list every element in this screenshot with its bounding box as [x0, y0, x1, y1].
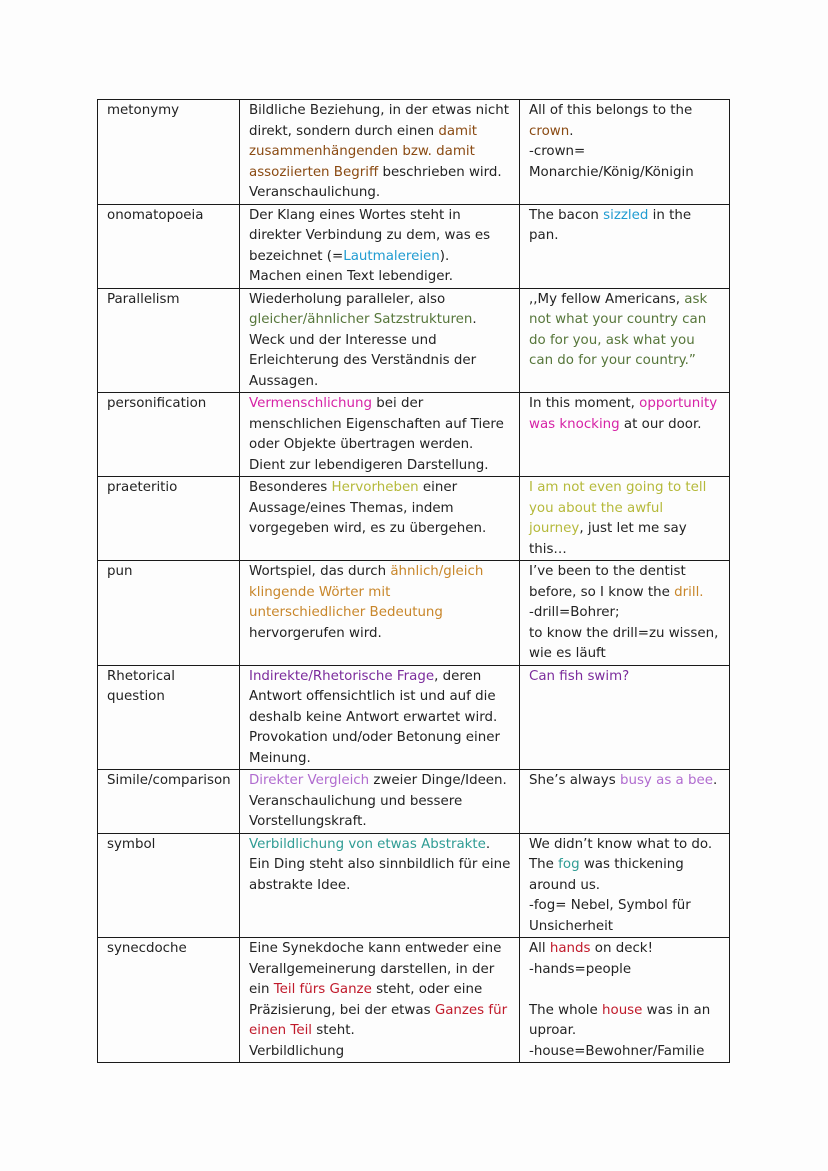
example-line	[529, 876, 720, 897]
example-line	[529, 226, 720, 247]
term-line	[107, 394, 230, 415]
highlighted-text: can do for your country.”	[529, 353, 696, 368]
definition-cell	[240, 833, 520, 938]
definition-line	[249, 728, 510, 749]
example-cell	[520, 938, 730, 1063]
text-segment: Aussage/eines Themas, indem	[249, 500, 454, 516]
table-body	[98, 100, 730, 1063]
text-segment: Provokation und/oder Betonung einer	[249, 730, 500, 745]
example-line	[529, 163, 720, 184]
highlighted-text: Lautmalereien	[343, 248, 440, 264]
highlighted-text: do for you, ask what you	[529, 332, 695, 348]
text-segment: Dient zur lebendigeren Darstellung.	[249, 457, 489, 473]
highlighted-text: hands	[549, 941, 591, 956]
text-segment: pun	[107, 564, 133, 579]
text-segment: .	[485, 836, 491, 852]
table-row-onomatopoeia	[98, 204, 730, 288]
definition-line	[249, 142, 510, 163]
text-segment: abstrakte Idee.	[249, 877, 351, 893]
highlighted-text: assoziierten Begriff	[249, 164, 379, 180]
example-line	[529, 624, 720, 645]
text-segment: question	[107, 689, 165, 704]
text-segment: Verbildlichung	[249, 1043, 345, 1059]
example-line	[529, 101, 720, 122]
rhetorical-devices-table	[97, 99, 730, 1063]
example-line	[529, 980, 720, 1001]
example-line	[529, 771, 720, 792]
highlighted-text: I am not even going to tell	[529, 480, 707, 495]
term-cell	[98, 833, 240, 938]
term-line	[107, 101, 230, 122]
example-line	[529, 310, 720, 331]
text-segment: Weck und der Interesse und	[249, 332, 437, 348]
definition-line	[249, 1042, 510, 1063]
text-segment: metonymy	[107, 103, 180, 118]
definition-line	[249, 562, 510, 583]
table-row-symbol	[98, 833, 730, 938]
term-cell	[98, 561, 240, 666]
text-segment: menschlichen Eigenschaften auf Tiere	[249, 416, 504, 432]
text-segment: to know the drill=zu wissen,	[529, 625, 719, 641]
example-line	[529, 562, 720, 583]
text-segment: Wortspiel, das durch	[249, 564, 391, 579]
definition-cell	[240, 665, 520, 770]
table-row-personification	[98, 393, 730, 477]
text-segment: I’ve been to the dentist	[529, 564, 686, 579]
term-line	[107, 478, 230, 499]
text-segment: Bildliche Beziehung, in der etwas nicht	[249, 103, 509, 118]
text-segment: einer	[418, 480, 458, 495]
highlighted-text: damit	[438, 123, 478, 139]
term-line	[107, 835, 230, 856]
text-segment: hervorgerufen wird.	[249, 625, 382, 641]
text-segment: Verallgemeinerung darstellen, in der	[249, 961, 495, 977]
text-segment: onomatopoeia	[107, 207, 204, 223]
definition-line	[249, 331, 510, 352]
definition-line	[249, 163, 510, 184]
definition-line	[249, 1021, 510, 1042]
highlighted-text: ähnlich/gleich	[390, 564, 484, 579]
text-segment: Vorstellungskraft.	[249, 814, 367, 829]
table-row-pun	[98, 561, 730, 666]
table-row-metonymy	[98, 100, 730, 205]
example-line	[529, 206, 720, 227]
example-cell	[520, 100, 730, 205]
highlighted-text: Hervorheben	[331, 480, 419, 495]
definition-cell	[240, 561, 520, 666]
text-segment: -drill=Bohrer;	[529, 605, 620, 620]
definition-cell	[240, 288, 520, 393]
definition-cell	[240, 938, 520, 1063]
term-line	[107, 687, 230, 708]
definition-line	[249, 603, 510, 624]
text-segment: was thickening	[579, 857, 684, 872]
example-line	[529, 667, 720, 688]
text-segment: Simile/comparison	[107, 773, 231, 788]
highlighted-text: busy as a bee	[619, 773, 713, 788]
term-line	[107, 206, 230, 227]
highlighted-text: Direkter Vergleich	[249, 773, 370, 788]
definition-line	[249, 456, 510, 477]
highlighted-text: sizzled	[603, 207, 649, 223]
table-row-praeteritio	[98, 477, 730, 561]
definition-line	[249, 247, 510, 268]
definition-cell	[240, 770, 520, 834]
text-segment: steht, oder eine	[371, 982, 483, 997]
text-segment: ein	[249, 982, 274, 997]
text-segment: deshalb keine Antwort erwartet wird.	[249, 709, 498, 725]
table-row-rhetorical-question	[98, 665, 730, 770]
definition-line	[249, 812, 510, 833]
text-segment: The bacon	[529, 207, 604, 223]
text-segment: Meinung.	[249, 750, 311, 766]
highlighted-text: fog	[558, 857, 580, 872]
definition-cell	[240, 204, 520, 288]
example-line	[529, 351, 720, 372]
highlighted-text: was knocking	[529, 416, 620, 432]
example-line	[529, 835, 720, 856]
text-segment: direkt, sondern durch einen	[249, 123, 439, 139]
example-line	[529, 415, 720, 436]
text-segment: Präzisierung, bei der etwas	[249, 1002, 435, 1018]
definition-line	[249, 749, 510, 770]
example-line	[529, 960, 720, 981]
example-cell	[520, 477, 730, 561]
term-line	[107, 667, 230, 688]
example-cell	[520, 665, 730, 770]
definition-line	[249, 624, 510, 645]
text-segment: Erleichterung des Verständnis der	[249, 353, 477, 368]
highlighted-text: Verbildlichung von etwas Abstrakte	[249, 836, 486, 852]
definition-line	[249, 583, 510, 604]
example-line	[529, 855, 720, 876]
text-segment: We didn’t know what to do.	[529, 836, 713, 852]
text-segment: ,,My fellow Americans,	[529, 291, 685, 307]
definition-line	[249, 855, 510, 876]
text-segment: symbol	[107, 836, 156, 852]
text-segment: zweier Dinge/Ideen.	[369, 773, 507, 788]
definition-line	[249, 435, 510, 456]
text-segment: -fog= Nebel, Symbol für	[529, 898, 691, 913]
example-line	[529, 896, 720, 917]
text-segment: , just let me say	[579, 521, 687, 536]
text-segment: pan.	[529, 228, 559, 243]
table-row-simile-comparison	[98, 770, 730, 834]
text-segment: -house=Bewohner/Familie	[529, 1043, 705, 1059]
text-segment: The	[529, 857, 559, 872]
example-line	[529, 394, 720, 415]
highlighted-text: Ganzes für	[434, 1002, 508, 1018]
table-row-synecdoche	[98, 938, 730, 1063]
example-cell	[520, 204, 730, 288]
text-segment: -crown=	[529, 144, 586, 159]
term-cell	[98, 938, 240, 1063]
table-row-parallelism	[98, 288, 730, 393]
text-segment: Veranschaulichung und bessere	[249, 793, 463, 809]
highlighted-text: einen Teil	[249, 1023, 313, 1038]
text-segment: The whole	[529, 1002, 603, 1018]
text-segment: Monarchie/König/Königin	[529, 164, 694, 180]
definition-line	[249, 499, 510, 520]
term-line	[107, 939, 230, 960]
definition-line	[249, 101, 510, 122]
text-segment: -hands=people	[529, 961, 632, 977]
definition-line	[249, 980, 510, 1001]
highlighted-text: house	[602, 1002, 643, 1018]
term-cell	[98, 477, 240, 561]
text-segment: Eine Synekdoche kann entweder eine	[249, 941, 502, 956]
definition-line	[249, 122, 510, 143]
highlighted-text: Vermenschlichung	[249, 396, 372, 411]
example-cell	[520, 393, 730, 477]
highlighted-text: drill.	[674, 584, 704, 600]
definition-line	[249, 708, 510, 729]
example-line	[529, 519, 720, 540]
text-segment: Besonderes	[249, 480, 332, 495]
highlighted-text: Indirekte/Rhetorische Frage	[249, 668, 435, 684]
definition-line	[249, 667, 510, 688]
example-line	[529, 331, 720, 352]
text-segment: vorgegeben wird, es zu übergehen.	[249, 521, 487, 536]
definition-line	[249, 372, 510, 393]
term-cell	[98, 288, 240, 393]
example-line	[529, 499, 720, 520]
text-segment: bei der	[372, 396, 424, 411]
text-segment: , deren	[434, 668, 482, 684]
example-line	[529, 1001, 720, 1022]
example-line	[529, 644, 720, 665]
text-segment: before, so I know the	[529, 584, 675, 600]
definition-line	[249, 310, 510, 331]
definition-line	[249, 478, 510, 499]
example-line	[529, 1042, 720, 1063]
definition-line	[249, 267, 510, 288]
term-line	[107, 290, 230, 311]
text-segment: uproar.	[529, 1023, 577, 1038]
term-line	[107, 771, 230, 792]
text-segment: Parallelism	[107, 291, 180, 307]
definition-line	[249, 687, 510, 708]
highlighted-text: you about the awful	[529, 500, 664, 516]
example-line	[529, 540, 720, 561]
text-segment: Unsicherheit	[529, 918, 614, 934]
definition-line	[249, 226, 510, 247]
text-segment: Der Klang eines Wortes steht in	[249, 207, 461, 223]
text-segment: oder Objekte übertragen werden.	[249, 437, 474, 452]
definition-line	[249, 290, 510, 311]
text-segment: .	[569, 123, 574, 139]
text-segment: steht.	[312, 1023, 355, 1038]
text-segment: Veranschaulichung.	[249, 185, 381, 200]
text-segment: She’s always	[529, 773, 620, 788]
definition-line	[249, 183, 510, 204]
text-segment: Rhetorical	[107, 668, 175, 684]
highlighted-text: crown	[529, 123, 570, 139]
definition-cell	[240, 477, 520, 561]
text-segment: beschrieben wird.	[378, 164, 502, 180]
text-segment: Antwort offensichtlich ist und auf die	[249, 689, 496, 704]
text-segment: Ein Ding steht also sinnbildlich für eine	[249, 857, 511, 872]
example-line	[529, 478, 720, 499]
example-cell	[520, 833, 730, 938]
text-segment: direkter Verbindung zu dem, was es	[249, 228, 491, 243]
text-segment: synecdoche	[107, 941, 187, 956]
definition-line	[249, 415, 510, 436]
text-segment: Machen einen Text lebendiger.	[249, 269, 454, 284]
definition-line	[249, 351, 510, 372]
text-segment: on deck!	[590, 941, 653, 956]
text-segment: wie es läuft	[529, 646, 606, 661]
text-segment: was in an	[642, 1002, 711, 1018]
term-cell	[98, 770, 240, 834]
text-segment: All of this belongs to the	[529, 103, 693, 118]
example-cell	[520, 288, 730, 393]
highlighted-text: Can fish swim?	[529, 668, 630, 684]
example-line	[529, 917, 720, 938]
definition-line	[249, 960, 510, 981]
definition-line	[249, 939, 510, 960]
example-line	[529, 1021, 720, 1042]
text-segment: around us.	[529, 877, 601, 893]
definition-line	[249, 206, 510, 227]
highlighted-text: opportunity	[639, 396, 718, 411]
highlighted-text: journey	[529, 521, 580, 536]
text-segment: at our door.	[619, 416, 702, 432]
example-line	[529, 583, 720, 604]
example-line	[529, 290, 720, 311]
highlighted-text: zusammenhängenden bzw. damit	[249, 144, 475, 159]
definition-line	[249, 876, 510, 897]
definition-line	[249, 792, 510, 813]
definition-line	[249, 394, 510, 415]
definition-cell	[240, 393, 520, 477]
highlighted-text: gleicher/ähnlicher Satzstrukturen	[249, 312, 473, 327]
example-line	[529, 122, 720, 143]
text-segment: this…	[529, 541, 567, 557]
text-segment: In this moment,	[529, 396, 640, 411]
example-cell	[520, 561, 730, 666]
text-segment: All	[529, 941, 550, 956]
example-line	[529, 142, 720, 163]
example-line	[529, 603, 720, 624]
text-segment: ).	[439, 248, 450, 264]
term-line	[107, 562, 230, 583]
example-line	[529, 939, 720, 960]
text-segment: in the	[648, 207, 692, 223]
highlighted-text: not what your country can	[529, 312, 707, 327]
term-cell	[98, 665, 240, 770]
highlighted-text: unterschiedlicher Bedeutung	[249, 605, 443, 620]
text-segment: personification	[107, 396, 207, 411]
definition-line	[249, 519, 510, 540]
definition-line	[249, 771, 510, 792]
definition-line	[249, 835, 510, 856]
term-cell	[98, 204, 240, 288]
highlighted-text: Teil fürs Ganze	[273, 982, 372, 997]
term-cell	[98, 393, 240, 477]
term-cell	[98, 100, 240, 205]
text-segment: bezeichnet (=	[249, 248, 344, 264]
text-segment: Aussagen.	[249, 373, 319, 389]
highlighted-text: klingende Wörter mit	[249, 584, 391, 600]
example-cell	[520, 770, 730, 834]
highlighted-text: ask	[684, 291, 708, 307]
text-segment: .	[472, 312, 477, 327]
definition-line	[249, 1001, 510, 1022]
text-segment: .	[713, 773, 718, 788]
text-segment: praeteritio	[107, 480, 178, 495]
definition-cell	[240, 100, 520, 205]
text-segment: Wiederholung paralleler, also	[249, 291, 446, 307]
